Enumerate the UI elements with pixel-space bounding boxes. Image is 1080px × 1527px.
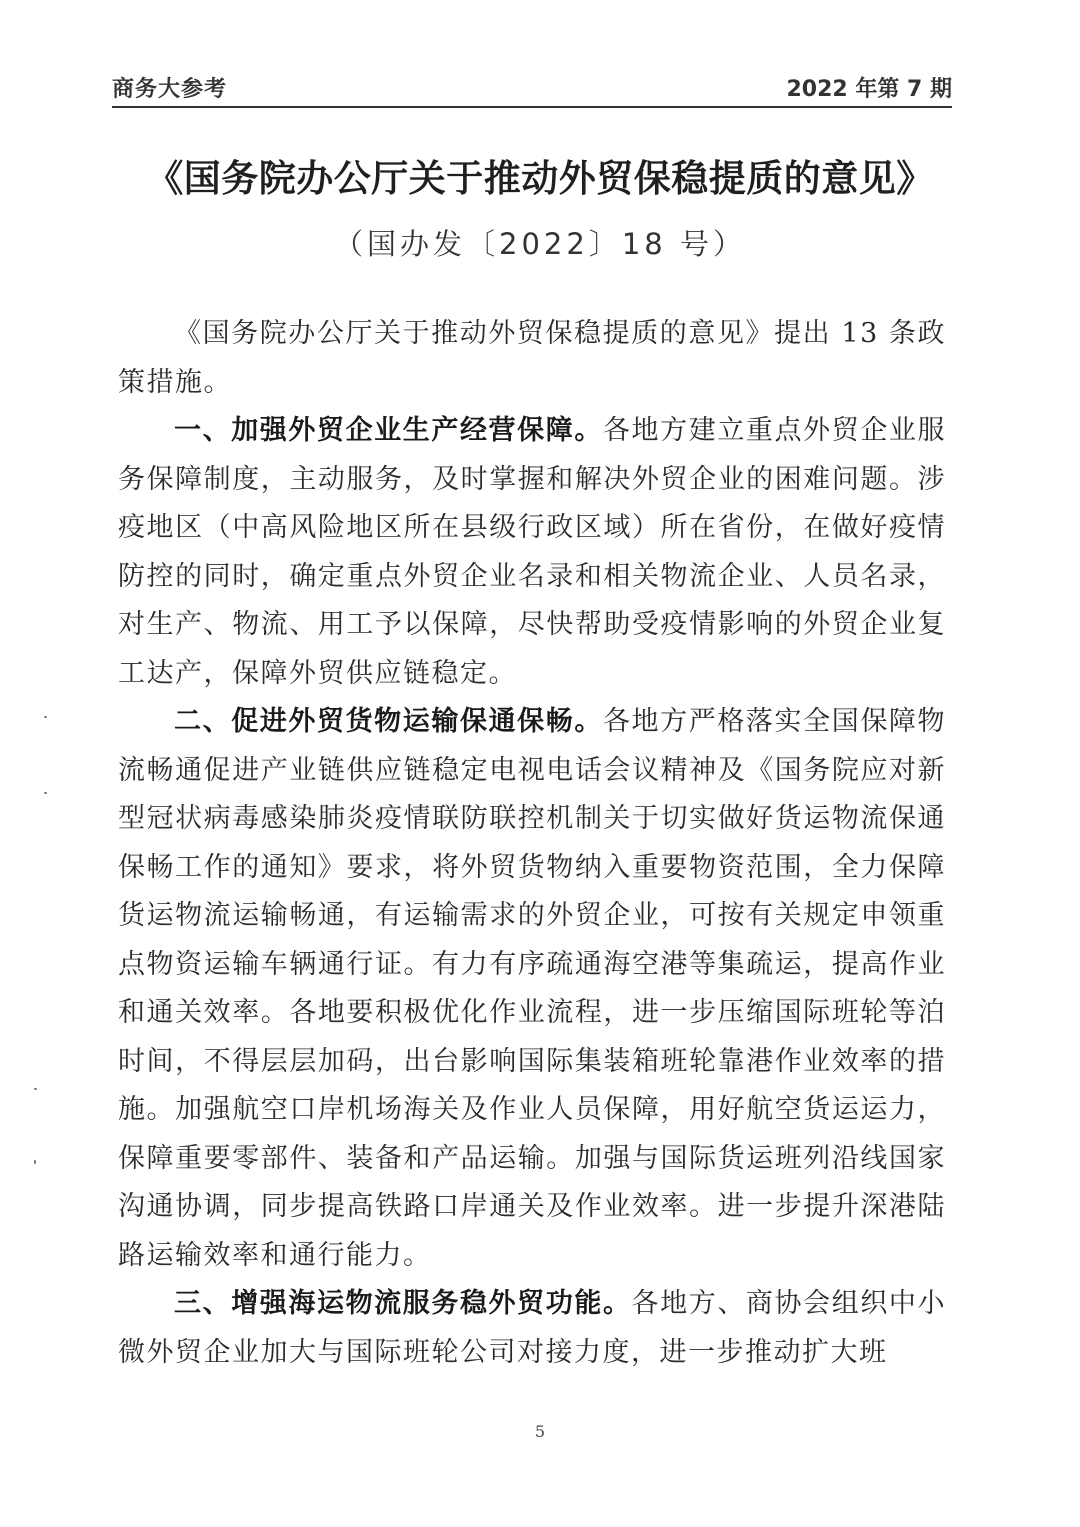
scan-speck xyxy=(44,716,47,718)
paragraph-intro xyxy=(118,310,946,407)
paragraph-text: 各地方建立重点外贸企业服务保障制度，主动服务，及时掌握和解决外贸企业的困难问题。涉疫地区（中高风险地区所在县级行政区域）所在省份，在做好疫情防控的同时，确定重点外贸企业名录和相关物流企业、人员名录，对生产、物流、用工予以保障，尽快帮助受疫情影响的外贸企业复工达产，保障外贸供应链稳定。 xyxy=(118,415,947,689)
paragraph-heading: 三、增强海运物流服务稳外贸功能。 xyxy=(174,1288,632,1319)
paragraph-text: 各地方、商协会组织中小微外贸企业加大与国际班轮公司对接力度，进一步推动扩大班 xyxy=(118,1288,947,1368)
paragraph-measure-2 xyxy=(118,698,946,1280)
document-number: （国办发〔2022〕18 号） xyxy=(334,227,746,261)
page-number: 5 xyxy=(534,1422,546,1441)
document-body xyxy=(118,310,946,1377)
scan-speck xyxy=(34,1088,37,1090)
scan-speck xyxy=(34,1160,36,1164)
running-header xyxy=(112,70,952,108)
document-title: 《国务院办公厅关于推动外贸保稳提质的意见》 xyxy=(146,157,934,200)
issue-label: 2022 年第 7 期 xyxy=(786,77,952,102)
paragraph-text: 《国务院办公厅关于推动外贸保稳提质的意见》提出 13 条政策措施。 xyxy=(118,318,946,398)
scan-speck xyxy=(44,792,47,794)
paragraph-measure-1 xyxy=(118,407,946,698)
paragraph-heading: 二、促进外贸货物运输保通保畅。 xyxy=(174,706,603,737)
paragraph-measure-3 xyxy=(118,1280,946,1377)
paragraph-heading: 一、加强外贸企业生产经营保障。 xyxy=(174,415,603,446)
publication-name: 商务大参考 xyxy=(112,77,228,102)
paragraph-text: 各地方严格落实全国保障物流畅通促进产业链供应链稳定电视电话会议精神及《国务院应对新型冠状病毒感染肺炎疫情联防联控机制关于切实做好货运物流保通保畅工作的通知》要求，将外贸货物纳入重要物资范围，全力保障货运物流运输畅通，有运输需求的外贸企业，可按有关规定申领重点物资运输车辆通行证。有力有序疏通海空港等集疏运，提高作业和通关效率。各地要积极优化作业流程，进一步压缩国际班轮等泊时间，不得层层加码，出台影响国际集装箱班轮靠港作业效率的措施。加强航空口岸机场海关及作业人员保障，用好航空货运运力，保障重要零部件、装备和产品运输。加强与国际货运班列沿线国家沟通协调，同步提高铁路口岸通关及作业效率。进一步提升深港陆路运输效率和通行能力。 xyxy=(118,706,947,1271)
